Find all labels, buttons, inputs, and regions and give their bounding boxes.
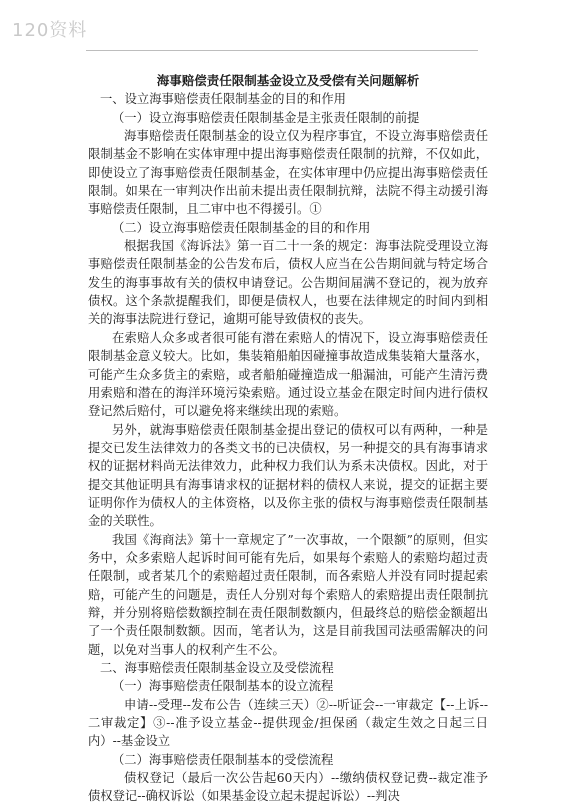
document-body bbox=[88, 72, 488, 806]
paragraph: 海事赔偿责任限制基金的设立仅为程序事宜，不设立海事赔偿责任限制基金不影响在实体审理中提出海事赔偿责任限制的抗辩，不仅如此，即使设立了海事赔偿责任限制基金，在实体审理中仍应提出海事赔偿责任限制。如果在一审判决作出前未提出责任限制抗辩，法院不得主动援引海事赔偿责任限制，且二审中也不得援引。① bbox=[88, 129, 488, 217]
paragraph-list bbox=[88, 90, 488, 805]
watermark-logo: 120资料 bbox=[12, 20, 88, 41]
paragraph: 我国《海商法》第十一章规定了”一次事故，一个限额”的原则，但实务中，众多索赔人起诉时间可能有先后，如果每个索赔人的索赔均超过责任限制，或者某几个的索赔超过责任限制，而各索赔人并没有同时提起索赔，可能产生的问题是，责任人分别对每个索赔人的索赔提出责任限制抗辩，并分别将赔偿数额控制在责任限制数额内，但最终总的赔偿金额超出了一个责任限制数额。因而，笔者认为，这是目前我国司法亟需解决的问题，以免对当事人的权利产生不公。 bbox=[88, 532, 488, 657]
header-divider bbox=[86, 50, 478, 51]
paragraph: 在索赔人众多或者很可能有潜在索赔人的情况下，设立海事赔偿责任限制基金意义较大。比如，集装箱船舶因碰撞事故造成集装箱大量落水，可能产生众多货主的索赔，或者船舶碰撞造成一船漏油，可能产生清污费用索赔和潜在的海洋环境污染索赔。通过设立基金在限定时间内进行债权登记然后赔付，可以避免将来继续出现的索赔。 bbox=[88, 330, 488, 419]
document-title: 海事赔偿责任限制基金设立及受偿有关问题解析 bbox=[156, 73, 420, 88]
paragraph: （二）海事赔偿责任限制基本的受偿流程 bbox=[112, 752, 334, 767]
paragraph: （一）海事赔偿责任限制基本的设立流程 bbox=[112, 679, 334, 694]
paragraph: 债权登记（最后一次公告起60天内）--缴纳债权登记费--裁定准予债权登记--确权诉讼（如果基金设立起未提起诉讼）--判决 bbox=[88, 771, 488, 804]
paragraph: 根据我国《海诉法》第一百二十一条的规定：海事法院受理设立海事赔偿责任限制基金的公告发布后，债权人应当在公告期间就与特定场合发生的海事事故有关的债权申请登记。公告期间届满不登记的，视为放弃债权。这个条款提醒我们，即便是债权人，也要在法律规定的时间内到相关的海事法院进行登记，逾期可能导致债权的丧失。 bbox=[88, 239, 488, 327]
paragraph: 另外，就海事赔偿责任限制基金提出登记的债权可以有两种，一种是提交已发生法律效力的各类文书的已决债权，另一种提交的具有海事请求权的证据材料尚无法律效力，此种权力我们认为系未决债权。因此，对于提交其他证明具有海事请求权的证据材料的债权人来说，提交的证据主要证明你作为债权人的主体资格，以及你主张的债权与海事赔偿责任限制基金的关联性。 bbox=[88, 422, 488, 529]
paragraph: （二）设立海事赔偿责任限制基金的目的和作用 bbox=[112, 220, 371, 235]
paragraph: 二、海事赔偿责任限制基金设立及受偿流程 bbox=[100, 661, 334, 675]
paragraph: 一、设立海事赔偿责任限制基金的目的和作用 bbox=[100, 92, 346, 107]
paragraph: （一）设立海事赔偿责任限制基金是主张责任限制的前提 bbox=[112, 110, 420, 125]
paragraph: 申请--受理--发布公告（连续三天）②--听证会--一审裁定【--上诉--二审裁定】③--准予设立基金--提供现金/担保函（裁定生效之日起三日内）--基金设立 bbox=[88, 697, 488, 749]
